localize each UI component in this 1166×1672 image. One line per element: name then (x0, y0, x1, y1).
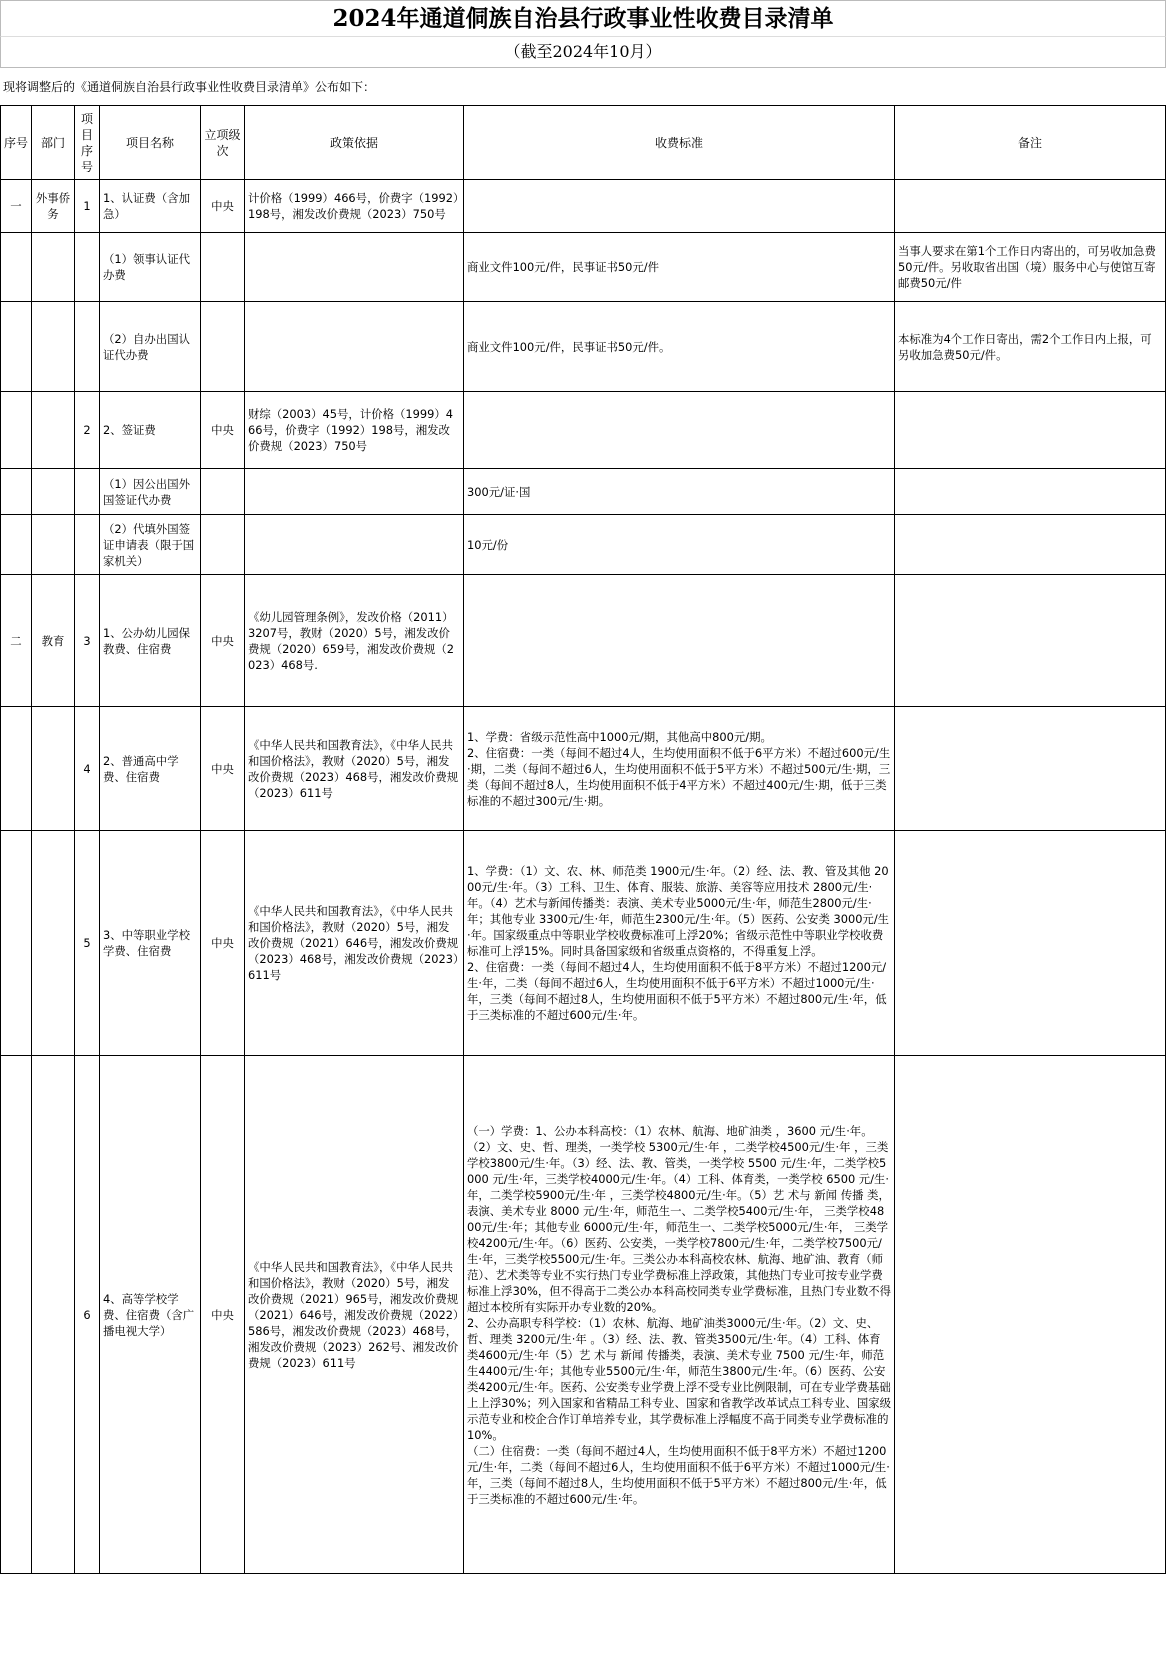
cell-basis: 《中华人民共和国教育法》，《中华人民共和国价格法》，教财（2020）5号，湘发改价费规（2023）468号，湘发改价费规（2023）611号 (245, 707, 464, 831)
col-header-note: 备注 (895, 106, 1166, 180)
table-row (1, 233, 1166, 302)
fee-table (0, 105, 1166, 1574)
table-row (1, 302, 1166, 392)
cell-level: 中央 (201, 392, 245, 469)
cell-standard: （一）学费：1、公办本科高校：（1）农林、航海、地矿油类 ，3600 元/生·年。（2）文、史、哲、理类，一类学校 5300元/生·年 ，二类学校4500元/生·年 ，三类学校3800元/生·年。（3）经、法、教、管类，一类学校 5500 元/生·年，二类学校5000 元/生·年，三类学校4000元/生·年。（4）工科、体育类，一类学校 6500 元/生·年，二类学校5900元/生·年 ，三类学校4800元/生·年。（5）艺 术与 新闻 传播 类，表演、美术专业 8000 元/生·年，师范生一、二类学校5400元/生·年， 三类学校4800元/生·年；其他专业 6000元/生·年，师范生一、二类学校5000元/生·年， 三类学校4200元/生·年。（6）医药、公安类，一类学校7800元/生·年，二类学校7500元/生·年，三类学校5500元/生·年。三类公办本科高校农林、航海、地矿油、教育（师范）、艺术类等专业不实行热门专业学费标准上浮政策，其他热门专业可按专业学费标准上浮30%，但不得高于二类公办本科高校同类专业学费标准，且热门专业数不得超过本校所有实际开办专业数的20%。 2、公办高职专科学校：（1）农林、航海、地矿油类3000元/生·年。（2）文、史、哲、理类 3200元/生·年 。（3）经、法、教、管类3500元/生·年。（4）工科、体育类4600元/生·年（5）艺 术与 新闻 传播类，表演、美术专业 7500 元/生·年，师范生4400元/生·年；其他专业5500元/生·年，师范生3800元/生·年。（6）医药、公安类4200元/生·年。医药、公安类专业学费上浮不受专业比例限制，可在专业学费基础上上浮30%；列入国家和省精品工科专业、国家和省教学改革试点工科专业、国家级示范专业和校企合作订单培养专业，其学费标准上浮幅度不高于同类专业学费标准的10%。 （二）住宿费：一类（每间不超过4人，生均使用面积不低于8平方米）不超过1200元/生·年，二类（每间不超过6人，生均使用面积不低于6平方米）不超过1000元/生·年，三类（每间不超过8人，生均使用面积不低于5平方米）不超过800元/生·年，低于三类标准的不超过600元/生·年。 (464, 1056, 895, 1574)
table-row (1, 469, 1166, 515)
cell-standard: 1、学费：（1）文、农、林、师范类 1900元/生·年。（2）经、法、教、管及其他 2000元/生·年。（3）工科、卫生、体育、服装、旅游、美容等应用技术 2800元/生·年。（4）艺术与新闻传播类：表演、美术专业5000元/生·年，师范生2800元/生·年；其他专业 3300元/生·年，师范生2300元/生·年。（5）医药、公安类 3000元/生·年。国家级重点中等职业学校收费标准可上浮20%；省级示范性中等职业学校收费标准可上浮15%。同时具备国家级和省级重点资格的，不得重复上浮。 2、住宿费：一类（每间不超过4人，生均使用面积不低于8平方米）不超过1200元/生·年，二类（每间不超过6人，生均使用面积不低于6平方米）不超过1000元/生·年，三类（每间不超过8人，生均使用面积不低于5平方米）不超过800元/生·年，低于三类标准的不超过600元/生·年。 (464, 831, 895, 1056)
cell-level (201, 233, 245, 302)
cell-dept (32, 515, 75, 575)
cell-level: 中央 (201, 707, 245, 831)
cell-name: 2、签证费 (100, 392, 201, 469)
table-row (1, 180, 1166, 233)
cell-note (895, 515, 1166, 575)
cell-level: 中央 (201, 1056, 245, 1574)
cell-dept (32, 302, 75, 392)
cell-note (895, 1056, 1166, 1574)
cell-item-seq (75, 515, 100, 575)
cell-basis (245, 515, 464, 575)
cell-name: 1、认证费（含加急） (100, 180, 201, 233)
cell-seq (1, 392, 32, 469)
cell-item-seq: 4 (75, 707, 100, 831)
page-title: 2024年通道侗族自治县行政事业性收费目录清单 (0, 0, 1166, 37)
cell-standard (464, 575, 895, 707)
col-header-dept: 部门 (32, 106, 75, 180)
cell-name: （1）因公出国外国签证代办费 (100, 469, 201, 515)
cell-item-seq: 1 (75, 180, 100, 233)
cell-seq (1, 233, 32, 302)
cell-dept (32, 469, 75, 515)
table-row (1, 707, 1166, 831)
table-row (1, 575, 1166, 707)
cell-level: 中央 (201, 831, 245, 1056)
cell-dept (32, 831, 75, 1056)
cell-seq (1, 831, 32, 1056)
cell-name: 4、高等学校学费、住宿费（含广播电视大学） (100, 1056, 201, 1574)
cell-dept: 教育 (32, 575, 75, 707)
cell-level (201, 469, 245, 515)
cell-note (895, 180, 1166, 233)
cell-seq: 二 (1, 575, 32, 707)
cell-basis: 计价格（1999）466号，价费字（1992）198号，湘发改价费规（2023）750号 (245, 180, 464, 233)
cell-name: （1）领事认证代办费 (100, 233, 201, 302)
table-row (1, 515, 1166, 575)
cell-dept (32, 392, 75, 469)
cell-level: 中央 (201, 180, 245, 233)
cell-basis: 财综（2003）45号，计价格（1999）466号，价费字（1992）198号，湘发改价费规（2023）750号 (245, 392, 464, 469)
cell-note (895, 831, 1166, 1056)
cell-standard (464, 392, 895, 469)
table-row (1, 392, 1166, 469)
cell-standard: 商业文件100元/件，民事证书50元/件。 (464, 302, 895, 392)
cell-seq (1, 1056, 32, 1574)
cell-item-seq: 2 (75, 392, 100, 469)
cell-basis: 《幼儿园管理条例》，发改价格（2011）3207号，教财（2020）5号，湘发改价费规（2020）659号，湘发改价费规（2023）468号. (245, 575, 464, 707)
cell-item-seq (75, 302, 100, 392)
cell-dept (32, 233, 75, 302)
cell-level: 中央 (201, 575, 245, 707)
cell-note (895, 575, 1166, 707)
cell-level (201, 302, 245, 392)
table-header-row (1, 106, 1166, 180)
col-header-standard: 收费标准 (464, 106, 895, 180)
cell-standard: 10元/份 (464, 515, 895, 575)
cell-standard: 1、学费：省级示范性高中1000元/期，其他高中800元/期。 2、住宿费：一类（每间不超过4人，生均使用面积不低于6平方米）不超过600元/生·期，二类（每间不超过6人，生均使用面积不低于5平方米）不超过500元/生·期，三类（每间不超过8人，生均使用面积不低于4平方米）不超过400元/生·期，低于三类标准的不超过300元/生·期。 (464, 707, 895, 831)
cell-basis (245, 302, 464, 392)
col-header-item-seq: 项目序号 (75, 106, 100, 180)
cell-dept (32, 1056, 75, 1574)
col-header-basis: 政策依据 (245, 106, 464, 180)
table-row (1, 1056, 1166, 1574)
cell-seq (1, 707, 32, 831)
col-header-level: 立项级次 (201, 106, 245, 180)
cell-basis: 《中华人民共和国教育法》，《中华人民共和国价格法》，教财（2020）5号，湘发改价费规（2021）646号，湘发改价费规（2023）468号，湘发改价费规（2023）611号 (245, 831, 464, 1056)
cell-level (201, 515, 245, 575)
cell-item-seq: 3 (75, 575, 100, 707)
cell-item-seq (75, 469, 100, 515)
cell-item-seq: 5 (75, 831, 100, 1056)
page-subtitle: （截至2024年10月） (0, 36, 1166, 68)
cell-item-seq (75, 233, 100, 302)
cell-name: 2、普通高中学费、住宿费 (100, 707, 201, 831)
cell-dept (32, 707, 75, 831)
cell-name: 1、公办幼儿园保教费、住宿费 (100, 575, 201, 707)
intro-text: 现将调整后的《通道侗族自治县行政事业性收费目录清单》公布如下： (3, 80, 376, 94)
cell-standard: 300元/证·国 (464, 469, 895, 515)
cell-dept: 外事侨务 (32, 180, 75, 233)
col-header-name: 项目名称 (100, 106, 201, 180)
cell-note (895, 707, 1166, 831)
cell-item-seq: 6 (75, 1056, 100, 1574)
cell-basis: 《中华人民共和国教育法》，《中华人民共和国价格法》，教财（2020）5号，湘发改价费规（2021）965号，湘发改价费规（2021）646号，湘发改价费规（2022）586号，湘发改价费规（2023）468号，湘发改价费规（2023）262号、湘发改价费规（2023）611号 (245, 1056, 464, 1574)
cell-name: （2）自办出国认证代办费 (100, 302, 201, 392)
cell-seq (1, 515, 32, 575)
cell-standard (464, 180, 895, 233)
cell-note (895, 469, 1166, 515)
cell-seq (1, 469, 32, 515)
cell-standard: 商业文件100元/件，民事证书50元/件 (464, 233, 895, 302)
cell-seq: 一 (1, 180, 32, 233)
cell-note: 当事人要求在第1个工作日内寄出的，可另收加急费50元/件。另收取省出国（境）服务中心与使馆互寄邮费50元/件 (895, 233, 1166, 302)
cell-name: 3、中等职业学校学费、住宿费 (100, 831, 201, 1056)
cell-basis (245, 233, 464, 302)
cell-note: 本标准为4个工作日寄出，需2个工作日内上报，可另收加急费50元/件。 (895, 302, 1166, 392)
table-row (1, 831, 1166, 1056)
cell-seq (1, 302, 32, 392)
col-header-seq: 序号 (1, 106, 32, 180)
cell-note (895, 392, 1166, 469)
cell-basis (245, 469, 464, 515)
cell-name: （2）代填外国签证申请表（限于国家机关） (100, 515, 201, 575)
